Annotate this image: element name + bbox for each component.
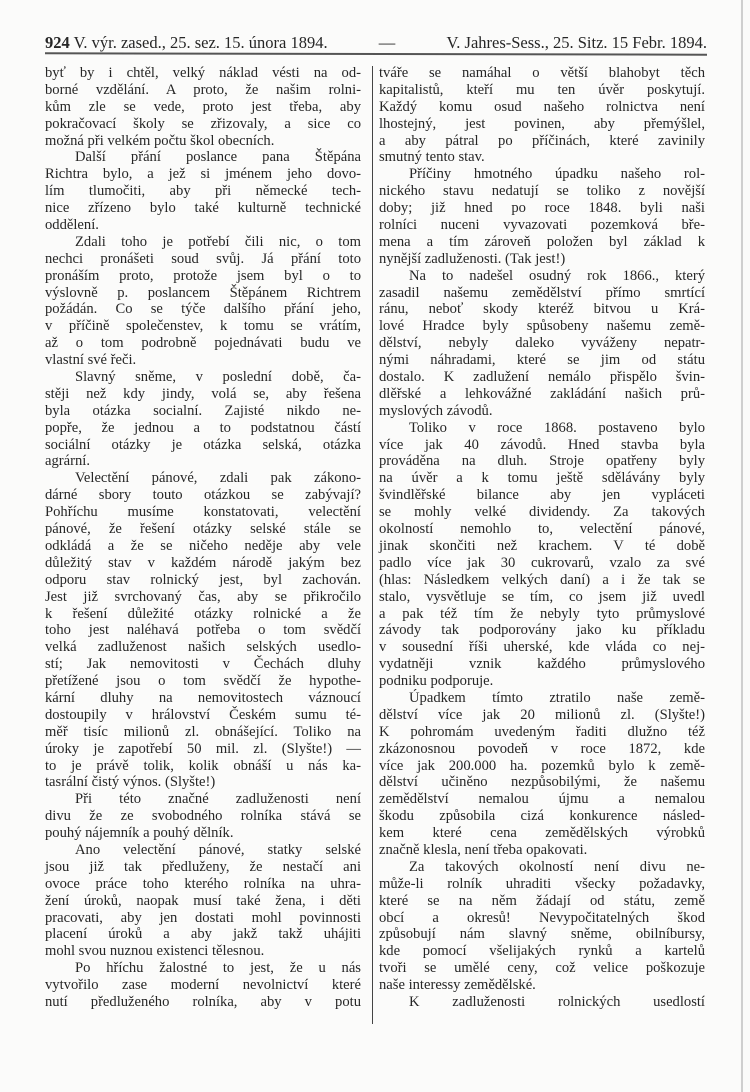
text-line: okolností nemohlo to, velectění pánové, [379,521,705,538]
paragraph [45,960,361,1011]
text-line: na úvěr a k tomu ještě sdělávány byly [379,470,705,487]
text-line: může-li rolník uhraditi všecky požadavky, [379,875,705,892]
text-line: pouhý nájemník a pouhý dělník. [45,825,234,842]
text-line: až o tom podrobně pojednávati budu ve [45,335,361,352]
paragraph [45,65,361,149]
text-line: Další přání poslance pana Štěpána [75,149,361,166]
text-line: divu že ze svobodného rolníka stává se [45,808,361,825]
text-line: Za takových okolností není divu ne- [409,858,705,875]
text-line: vytvořilo zase moderní nevolnictví které [45,977,361,994]
text-line: pánové, že řešení otázky selské stále se [45,521,361,538]
text-line: více jak 200.000 ha. pozemků bylo k země- [379,757,705,774]
text-line: borné vzdělání. A proto, že našim rolni- [45,81,361,98]
text-line: kapitalistů, kteří mu ten úvěr poskytují. [379,81,705,98]
text-line: lové Hradce byly spůsobeny našemu země- [379,318,705,335]
text-line: pracovati, aby jen dostati mohl povinnosti [45,909,361,926]
text-line: to je právě tolik, kolik obnáší u nás ka- [45,757,361,774]
left-column [45,65,361,1011]
text-line: odkládá a že se ničeho neděje aby vele [45,537,361,554]
text-line: byla otázka socialní. Zajisté nikdo ne- [45,402,361,419]
text-line: toho jest naléhavá potřeba o tom svědčí [45,622,361,639]
text-line: požádán. Co se týče dalšího přání jeho, [45,301,361,318]
text-line: popře, že jednou a to podstatnou částí [45,419,361,436]
text-line: Každý komu osud našeho rolnictva není [379,98,705,115]
running-header [45,33,707,53]
paragraph [45,149,361,233]
text-line: nými náhradami, které se jim od státu [379,352,705,369]
text-line: nice zřízeno bylo také kulturně technické [45,200,361,217]
header-page-number-left: 924 V. výr. zased., 25. sez. 15. února 1894. [45,33,328,52]
text-line: měř tisíc milionů zl. obnášející. Toliko na [45,723,361,740]
text-line: K zadluženosti rolnických usedlostí [409,993,705,1010]
text-line: K pohromám uvedeným řaditi dlužno též [379,723,705,740]
text-line: dlěřské a lehkovážné zakládání našich prů- [379,385,705,402]
text-line: v sousední říši uherské, kde vláda co nej- [379,639,705,656]
text-line: švindlěřské bilance aby jen vypláceti [379,487,705,504]
text-line: mohl svou nuznou existenci tělesnou. [45,943,265,960]
text-line: odporu stav rolnický jest, byl zachován. [45,571,361,588]
column-divider [372,66,373,1024]
text-line: výslovně p. poslancem Štěpánem Richtrem [45,284,361,301]
paragraph [45,234,361,369]
text-line: a pak též tím že nebyly tyto průmyslové [379,605,705,622]
text-line: žení úroků, naopak musí také žena, i děti [45,892,361,909]
paragraph [45,791,361,842]
text-line: dostoupily v hrálovství Českém sumu té- [45,706,361,723]
text-line: kde pomocí všelijakých rynků a kartelů [379,943,705,960]
text-line: tvoři se umělé ceny, což velice poškozuje [379,960,705,977]
paragraph [379,690,705,859]
text-line: škodu způsobila cizá konkurence násled- [379,808,705,825]
text-line: Po hříchu žalostné to jest, že u nás [75,960,361,977]
paragraph [45,842,361,960]
text-line: značně klesla, není třeba opakovati. [379,841,588,858]
text-line: více jak 40 závodů. Hned stavba byla [379,436,705,453]
text-line: úroky je zapotřebí 50 mil. zl. (Slyšte!) — [45,740,361,757]
text-line: přetížené jsou o tom svědčí že hypothe- [45,673,361,690]
text-line: stěji než kdy jindy, volá se, aby řešena [45,385,361,402]
text-line: Zdali toho je potřebí čili nic, o tom [75,233,361,250]
text-line: myslových závodů. [379,402,493,419]
text-line: velká zadluženost našich selských usedlo- [45,639,361,656]
text-line: nického stavu nedatují se toliko z novější [379,183,705,200]
text-line: kární dluhy na nemovitostech váznoucí [45,689,361,706]
text-line: zasadil našemu zemědělství přímo smrtící [379,284,705,301]
right-column [379,65,705,1011]
text-line: Velectění pánové, zdali pak zákono- [75,470,361,487]
text-line: Jest již svrchovaný čas, aby se přikročilo [45,588,361,605]
text-line: oddělení. [45,217,99,234]
text-line: obcí a okresů! Nevypočitatelných škod [379,909,705,926]
text-line: Ano velectění pánové, statky selské [75,841,361,858]
text-line: zemědělství nemalou újmu a nemalou [379,791,705,808]
text-line: naše interessy zemědělské. [379,977,536,994]
scan-page-edge [741,0,743,1092]
text-line: dárné sbory touto otázkou se zabývají? [45,487,361,504]
text-line: Na to nadešel osudný rok 1866., který [409,267,705,284]
text-line: padlo více jak 30 cukrovarů, vzalo za své [379,554,705,571]
text-line: se mohly velké dividendy. Za takových [379,504,705,521]
paragraph [379,859,705,994]
text-line: k řešení důležité otázky rolnické a že [45,605,361,622]
text-line: a aby pátral po příčinách, které zavinily [379,132,705,149]
paragraph [45,470,361,791]
paragraph [379,268,705,420]
text-line: jinak skončiti než krachem. V té době [379,537,705,554]
text-line: tváře se namáhal o větší blahobyt těch [379,65,705,81]
text-line: závody tak podporovány jako ku příkladu [379,622,705,639]
text-line: důležitý stav v každém národě jakým bez [45,554,361,571]
text-line: smutný tento stav. [379,149,485,166]
text-line: způsobují nám slavný sněme, obilníbursy, [379,926,705,943]
text-line: Slavný sněme, v poslední době, ča- [75,369,361,386]
text-line: dělství učiněno nezpůsobilými, že našemu [379,774,705,791]
text-line: dělství, nebyly daleko vyváženy nepatr- [379,335,705,352]
text-line: nechci pronášeti soud svůj. Já přání toto [45,250,361,267]
text-line: v příčině společenstev, k tomu se vrátím, [45,318,361,335]
text-line: stalo, vysvětluje se tím, co jsem již uvedl [379,588,705,605]
text-line: kem které cena zemědělských výrobků [379,825,705,842]
text-line: nynější zadluženosti. (Tak jest!) [379,250,566,267]
text-line: mena a tím zároveň položen byl základ k [379,233,705,250]
text-line: ovoce práce toho kterého rolníka na uhra- [45,875,361,892]
text-line: agrární. [45,453,90,470]
paragraph [379,166,705,267]
text-line: ránu, neboť skody kteréž bitvou u Krá- [379,301,705,318]
text-line: Pohříchu musíme konstatovati, velectění [45,504,361,521]
text-line: stí; Jak nemovitosti v Čechách dluhy [45,656,361,673]
text-line: byť by i chtěl, velký náklad vésti na od- [45,65,361,81]
text-line: které se na něm žádají od státu, země [379,892,705,909]
text-line: dělství více jak 20 milionů zl. (Slyšte!) [379,706,705,723]
header-right: V. Jahres-Sess., 25. Sitz. 15 Febr. 1894. [446,33,707,52]
paragraph [45,369,361,470]
text-line: vlastní své řeči. [45,352,137,369]
text-line: dostalo. K zadlužení nemálo přispělo švin- [379,369,705,386]
header-dash: — [378,33,396,52]
text-line: placení úroků a aby jakž takž uhájiti [45,926,361,943]
text-line: Při této značné zadluženosti není [75,791,361,808]
text-line: zkázonosnou povodeň v roce 1872, kde [379,740,705,757]
text-line: možná při velkém počtu škol obecních. [45,132,275,149]
text-line: Úpadkem tímto ztratilo naše země- [409,689,705,706]
paragraph [379,65,705,166]
header-rule [45,52,707,55]
paragraph [379,420,705,690]
text-line: kům zle se vede, proto jest třeba, aby [45,98,361,115]
text-line: nutí předluženého rolníka, aby v potu [45,993,361,1010]
text-line: lím tlumočiti, aby při německé tech- [45,183,361,200]
text-line: vydatněji vznik každého průmyslového [379,656,705,673]
text-line: lhostejný, jest povinen, aby přemýšlel, [379,115,705,132]
text-line: prováděna na dluh. Stroje opatřeny byly [379,453,705,470]
text-line: tasrální čistý výnos. (Slyšte!) [45,774,216,791]
text-line: sociální otázky je otázka selská, otázka [45,436,361,453]
text-line: Richtra bylo, a jež si jménem jeho dovo- [45,166,361,183]
text-line: doby; již hned po roce 1848. byli naši [379,200,705,217]
text-line: podniku podporuje. [379,673,494,690]
text-line: (hlas: Následkem velkých daní) a i že tak se [379,571,705,588]
text-line: jsou již tak předluženy, že nestačí ani [45,858,361,875]
paragraph [379,994,705,1011]
text-line: rolníci nuceni vyvazovati pozemková bře- [379,217,705,234]
text-line: pronáším proto, protože jsem byl o to [45,267,361,284]
text-line: Toliko v roce 1868. postaveno bylo [409,419,705,436]
text-line: pokračovací školy se zřizovaly, a sice co [45,115,361,132]
text-line: Příčiny hmotného úpadku našeho rol- [409,166,705,183]
